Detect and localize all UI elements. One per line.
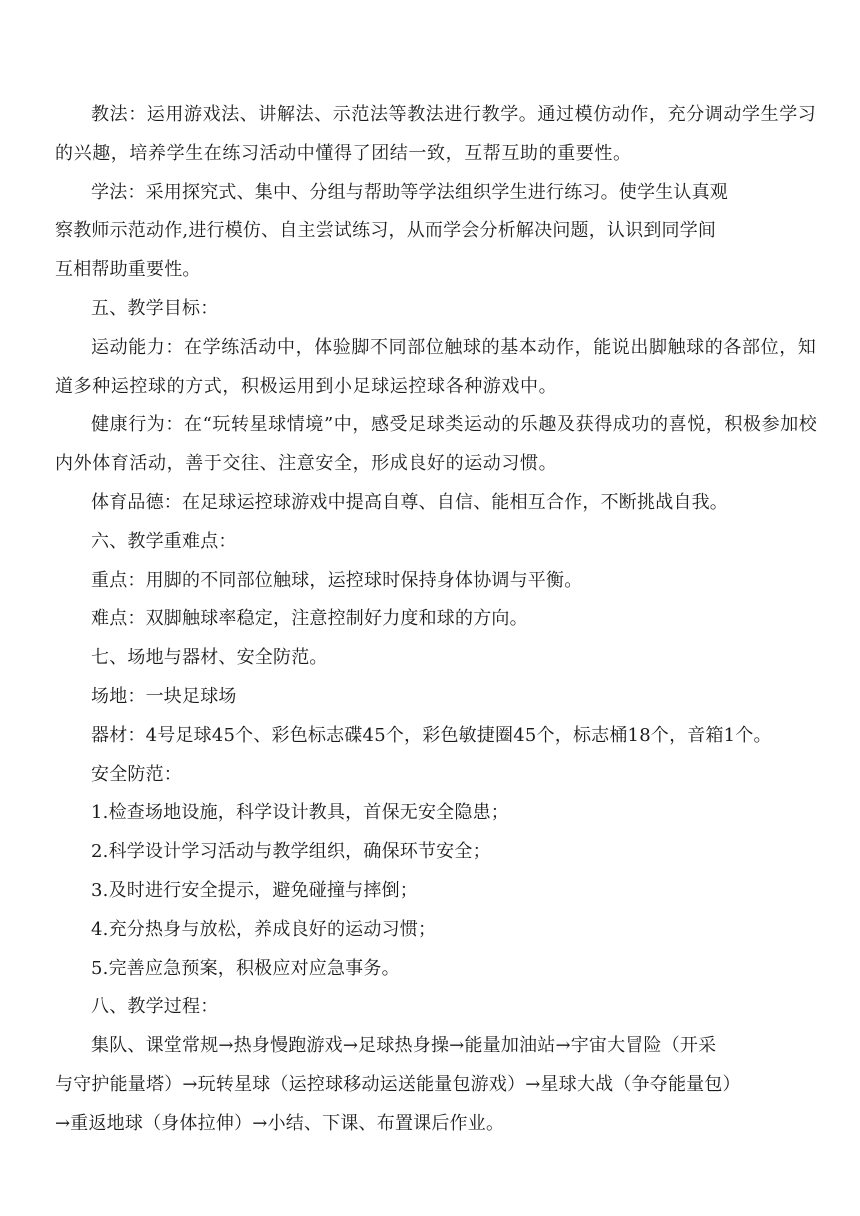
list-item-safety-5: 5.完善应急预案，积极应对应急事务。: [91, 957, 400, 979]
paragraph-teaching-method: 教法：运用游戏法、讲解法、示范法等教法进行教学。通过模仿动作，充分调动学生学习的兴趣，培养学生在练习活动中懂得了团结一致，互帮互助的重要性。: [55, 104, 817, 164]
paragraph-sports-morality: 体育品德：在足球运控球游戏中提高自尊、自信、能相互合作，不断挑战自我。: [91, 491, 728, 513]
paragraph-line: 察教师示范动作,进行模仿、自主尝试练习，从而学会分析解决问题，认识到同学间: [55, 220, 717, 242]
paragraph-line: →重返地球（身体拉伸）→小结、下课、布置课后作业。: [55, 1112, 505, 1134]
paragraph-motor-ability: 运动能力：在学练活动中，体验脚不同部位触球的基本动作，能说出脚触球的各部位，知道多种运控球的方式，积极运用到小足球运控球各种游戏中。: [55, 336, 817, 397]
paragraph-difficulty: 难点：双脚触球率稳定，注意控制好力度和球的方向。: [91, 608, 528, 630]
paragraph-safety-title: 安全防范：: [91, 763, 182, 785]
paragraph-line: 互相帮助重要性。: [55, 259, 201, 281]
section-heading-teaching-goals: 五、教学目标：: [91, 297, 219, 319]
paragraph-equipment: 器材：4号足球45个、彩色标志碟45个，彩色敏捷圈45个，标志桶18个，音箱1个。: [91, 724, 772, 746]
paragraph-venue: 场地：一块足球场: [91, 685, 237, 707]
section-heading-venue-equipment: 七、场地与器材、安全防范。: [91, 647, 328, 669]
paragraph-learning-method: [55, 174, 825, 290]
paragraph-line: 与守护能量塔）→玩转星球（运控球移动运送能量包游戏）→星球大战（争夺能量包）: [55, 1073, 741, 1095]
section-heading-teaching-process: 八、教学过程：: [91, 996, 219, 1018]
paragraph-teaching-process: [55, 1027, 825, 1143]
paragraph-line: 学法：采用探究式、集中、分组与帮助等学法组织学生进行练习。使学生认真观: [91, 181, 728, 203]
list-item-safety-4: 4.充分热身与放松，养成良好的运动习惯；: [91, 918, 437, 940]
list-item-safety-1: 1.检查场地设施，科学设计教具，首保无安全隐患；: [91, 802, 509, 824]
paragraph-health-behavior: 健康行为：在“玩转星球情境”中，感受足球类运动的乐趣及获得成功的喜悦，积极参加校内外体育活动，善于交往、注意安全，形成良好的运动习惯。: [55, 414, 818, 475]
document-body: [55, 96, 825, 1144]
list-item-safety-2: 2.科学设计学习活动与教学组织，确保环节安全；: [91, 841, 491, 863]
list-item-safety-3: 3.及时进行安全提示，避免碰撞与摔倒；: [91, 879, 418, 901]
paragraph-key-point: 重点：用脚的不同部位触球，运控球时保持身体协调与平衡。: [91, 569, 583, 591]
paragraph-line: 集队、课堂常规→热身慢跑游戏→足球热身操→能量加油站→宇宙大冒险（开采: [91, 1035, 717, 1057]
section-heading-key-difficulties: 六、教学重难点：: [91, 530, 237, 552]
